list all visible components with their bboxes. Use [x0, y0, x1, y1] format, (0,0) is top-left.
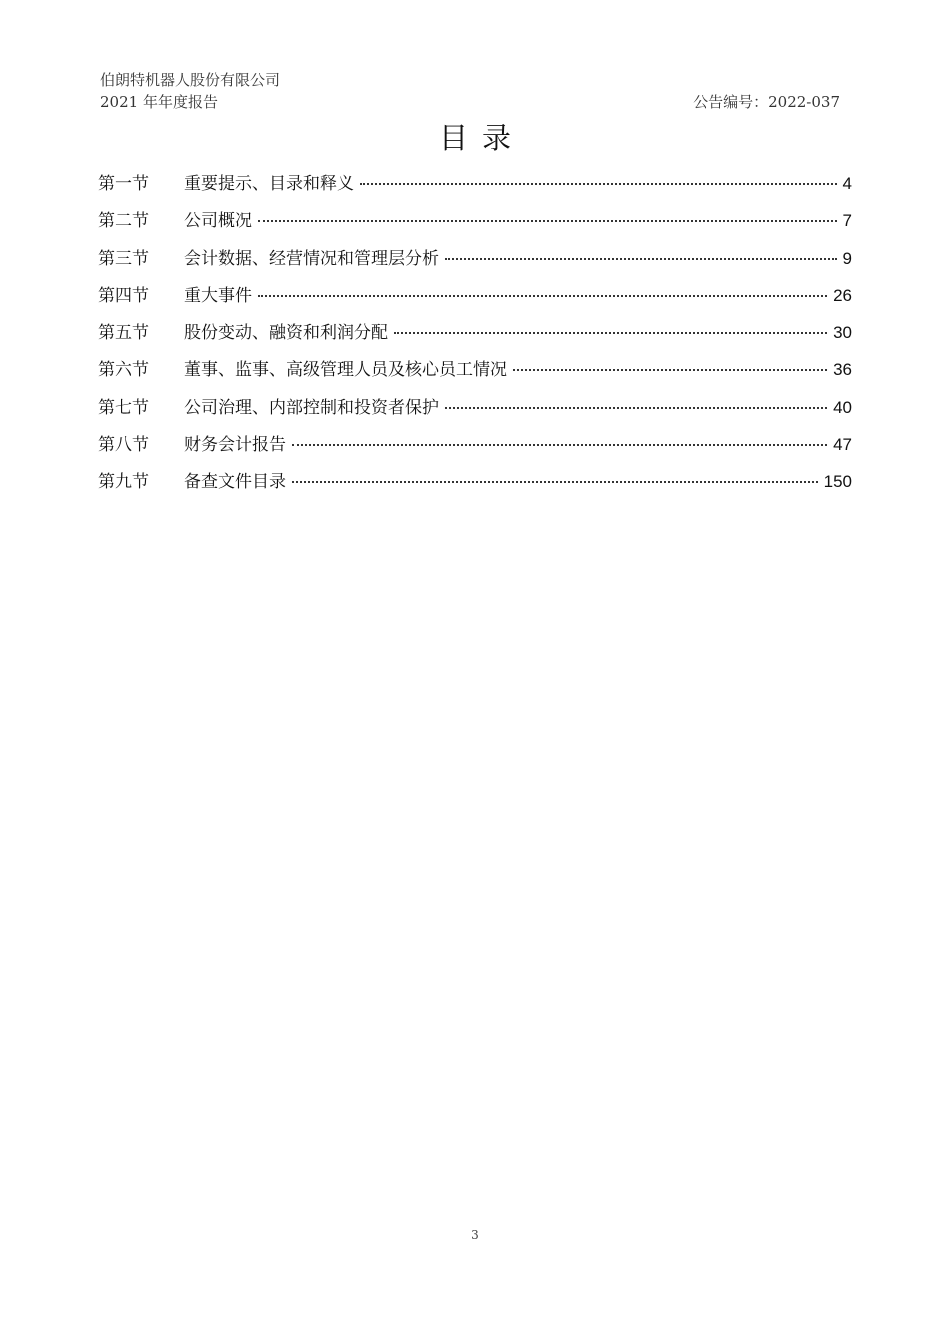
toc-entry[interactable]: [98, 207, 852, 244]
toc-section-number: 第四节: [98, 285, 149, 306]
toc-section-name: 重大事件: [184, 285, 252, 306]
toc-section-number: 第七节: [98, 397, 149, 418]
toc-section-name: 董事、监事、高级管理人员及核心员工情况: [184, 360, 507, 381]
toc-entry[interactable]: [98, 170, 852, 207]
dot-leader: [258, 295, 827, 297]
toc-section-number: 第二节: [98, 211, 149, 232]
toc-entry[interactable]: [98, 394, 852, 431]
toc-section-name: 财务会计报告: [184, 435, 286, 456]
toc-entry[interactable]: [98, 431, 852, 468]
toc-entry[interactable]: [98, 319, 852, 356]
toc-page-number: 7: [842, 211, 852, 231]
toc-page-number: 9: [842, 248, 852, 268]
toc-section-number: 第三节: [98, 248, 149, 269]
page-number: 3: [471, 1228, 479, 1242]
toc-section-number: 第八节: [98, 435, 149, 456]
toc-section-name: 公司概况: [184, 211, 252, 232]
toc-title: 目录: [438, 121, 525, 155]
toc-page-number: 36: [833, 360, 852, 380]
dot-leader: [513, 369, 827, 371]
toc-page-number: 30: [833, 323, 852, 343]
toc-section-number: 第九节: [98, 472, 149, 493]
dot-leader: [292, 444, 827, 446]
toc-section-name: 备查文件目录: [184, 472, 286, 493]
dot-leader: [445, 407, 827, 409]
toc-page-number: 47: [833, 435, 852, 455]
toc-section-name: 重要提示、目录和释义: [184, 174, 354, 194]
announcement-number: 公告编号：2022-037: [693, 93, 840, 111]
dot-leader: [360, 183, 837, 185]
toc-page-number: 150: [823, 472, 852, 492]
toc-entry[interactable]: [98, 282, 852, 319]
table-of-contents: [98, 170, 852, 506]
dot-leader: [258, 220, 837, 222]
toc-section-number: 第一节: [98, 174, 149, 194]
toc-page-number: 26: [833, 285, 852, 305]
toc-entry[interactable]: [98, 468, 852, 505]
toc-entry[interactable]: [98, 245, 852, 282]
toc-section-number: 第五节: [98, 323, 149, 344]
toc-section-name: 股份变动、融资和利润分配: [184, 323, 388, 344]
dot-leader: [292, 481, 818, 483]
dot-leader: [445, 258, 837, 260]
report-name: 2021 年年度报告: [100, 93, 218, 111]
toc-page-number: 4: [842, 174, 852, 193]
toc-section-number: 第六节: [98, 360, 149, 381]
company-name: 伯朗特机器人股份有限公司: [100, 71, 281, 89]
dot-leader: [394, 332, 827, 334]
toc-section-name: 公司治理、内部控制和投资者保护: [184, 397, 439, 418]
toc-section-name: 会计数据、经营情况和管理层分析: [184, 248, 439, 269]
toc-entry[interactable]: [98, 356, 852, 393]
toc-page-number: 40: [833, 397, 852, 417]
page-header: [100, 69, 280, 113]
